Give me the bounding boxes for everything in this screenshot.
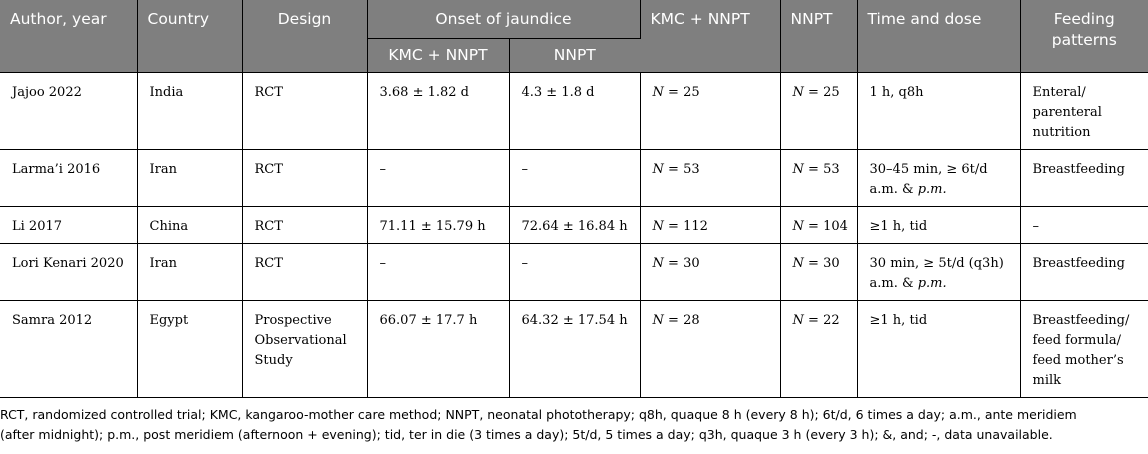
n-symbol: N xyxy=(792,219,804,234)
cell-country: Iran xyxy=(137,150,242,207)
n-symbol: N xyxy=(792,256,804,271)
n-value: 30 xyxy=(823,256,840,271)
cell-n-nnpt xyxy=(780,73,857,150)
n-symbol: N xyxy=(652,313,664,328)
cell-feeding: Breastfeeding xyxy=(1020,150,1148,207)
cell-onset-kmc: 66.07 ± 17.7 h xyxy=(367,301,509,398)
header-author-year: Author, year xyxy=(0,0,137,73)
cell-n-nnpt xyxy=(780,207,857,244)
cell-n-nnpt xyxy=(780,150,857,207)
cell-design: RCT xyxy=(242,150,367,207)
footnote-line: (after midnight); p.m., post meridiem (afternoon + evening); tid, ter in die (3 times a day); 5t/d, 5 times a day; q3h, quaque 3 h (every 3 h); &, and; -, data unavailable. xyxy=(0,427,1053,442)
cell-feeding: – xyxy=(1020,207,1148,244)
cell-onset-nnpt: – xyxy=(509,150,640,207)
cell-design: RCT xyxy=(242,244,367,301)
table-header xyxy=(0,0,1148,73)
cell-time-dose xyxy=(857,150,1020,207)
n-symbol: N xyxy=(652,219,664,234)
cell-time-dose xyxy=(857,207,1020,244)
time-dose-line: 30 min, ≥ 5t/d (q3h) xyxy=(869,256,1004,271)
cell-feeding: Enteral/ parenteral nutrition xyxy=(1020,73,1148,150)
n-value: 22 xyxy=(823,313,840,328)
cell-country: Egypt xyxy=(137,301,242,398)
cell-author: Jajoo 2022 xyxy=(0,73,137,150)
n-equals: = xyxy=(803,256,824,271)
header-onset-kmc-nnpt: KMC + NNPT xyxy=(367,39,509,73)
cell-n-kmc xyxy=(640,301,780,398)
cell-n-kmc xyxy=(640,244,780,301)
cell-country: India xyxy=(137,73,242,150)
n-value: 112 xyxy=(683,219,708,234)
time-dose-line: a.m. & p.m. xyxy=(869,182,947,197)
n-symbol: N xyxy=(792,85,804,100)
cell-onset-kmc: 3.68 ± 1.82 d xyxy=(367,73,509,150)
cell-country: China xyxy=(137,207,242,244)
n-symbol: N xyxy=(652,162,664,177)
table-row xyxy=(0,301,1148,398)
header-onset-of-jaundice: Onset of jaundice xyxy=(367,0,640,39)
cell-n-nnpt xyxy=(780,301,857,398)
header-kmc-nnpt: KMC + NNPT xyxy=(640,0,780,73)
table-body xyxy=(0,73,1148,398)
n-equals: = xyxy=(663,85,684,100)
n-value: 25 xyxy=(823,85,840,100)
n-symbol: N xyxy=(792,162,804,177)
cell-onset-nnpt: 4.3 ± 1.8 d xyxy=(509,73,640,150)
cell-onset-kmc: – xyxy=(367,150,509,207)
cell-country: Iran xyxy=(137,244,242,301)
n-value: 28 xyxy=(683,313,700,328)
cell-onset-nnpt: – xyxy=(509,244,640,301)
cell-onset-nnpt: 64.32 ± 17.54 h xyxy=(509,301,640,398)
footnote-line: RCT, randomized controlled trial; KMC, kangaroo-mother care method; NNPT, neonatal phototherapy; q8h, quaque 8 h (every 8 h); 6t/d, 6 times a day; a.m., ante meridiem xyxy=(0,407,1077,422)
table-row xyxy=(0,244,1148,301)
cell-n-kmc xyxy=(640,73,780,150)
n-value: 53 xyxy=(823,162,840,177)
table-row xyxy=(0,150,1148,207)
cell-author: Larma’i 2016 xyxy=(0,150,137,207)
n-symbol: N xyxy=(652,85,664,100)
n-equals: = xyxy=(803,162,824,177)
n-symbol: N xyxy=(652,256,664,271)
time-dose-line: a.m. & p.m. xyxy=(869,276,947,291)
table-footnote xyxy=(0,405,1148,445)
n-equals: = xyxy=(803,85,824,100)
cell-author: Li 2017 xyxy=(0,207,137,244)
cell-feeding: Breastfeeding xyxy=(1020,244,1148,301)
header-design: Design xyxy=(242,0,367,73)
cell-onset-kmc: 71.11 ± 15.79 h xyxy=(367,207,509,244)
time-dose-line: 30–45 min, ≥ 6t/d xyxy=(869,162,988,177)
time-dose-line: ≥1 h, tid xyxy=(869,219,928,234)
header-time-and-dose: Time and dose xyxy=(857,0,1020,73)
n-symbol: N xyxy=(792,313,804,328)
cell-time-dose xyxy=(857,301,1020,398)
header-country: Country xyxy=(137,0,242,73)
cell-time-dose xyxy=(857,244,1020,301)
n-equals: = xyxy=(663,162,684,177)
header-nnpt: NNPT xyxy=(780,0,857,73)
n-value: 53 xyxy=(683,162,700,177)
time-dose-line: 1 h, q8h xyxy=(869,85,924,100)
header-onset-nnpt: NNPT xyxy=(509,39,640,73)
cell-feeding: Breastfeeding/ feed formula/ feed mother’s milk xyxy=(1020,301,1148,398)
n-equals: = xyxy=(663,313,684,328)
cell-author: Lori Kenari 2020 xyxy=(0,244,137,301)
cell-n-nnpt xyxy=(780,244,857,301)
cell-onset-nnpt: 72.64 ± 16.84 h xyxy=(509,207,640,244)
n-equals: = xyxy=(803,313,824,328)
header-feeding-patterns: Feeding patterns xyxy=(1020,0,1148,73)
n-equals: = xyxy=(663,219,684,234)
n-value: 30 xyxy=(683,256,700,271)
n-equals: = xyxy=(803,219,824,234)
n-equals: = xyxy=(663,256,684,271)
n-value: 25 xyxy=(683,85,700,100)
table-row xyxy=(0,207,1148,244)
cell-author: Samra 2012 xyxy=(0,301,137,398)
cell-time-dose xyxy=(857,73,1020,150)
time-dose-line: ≥1 h, tid xyxy=(869,313,928,328)
cell-design: Prospective Observational Study xyxy=(242,301,367,398)
table-row xyxy=(0,73,1148,150)
n-value: 104 xyxy=(823,219,848,234)
cell-n-kmc xyxy=(640,207,780,244)
cell-n-kmc xyxy=(640,150,780,207)
cell-onset-kmc: – xyxy=(367,244,509,301)
cell-design: RCT xyxy=(242,207,367,244)
cell-design: RCT xyxy=(242,73,367,150)
